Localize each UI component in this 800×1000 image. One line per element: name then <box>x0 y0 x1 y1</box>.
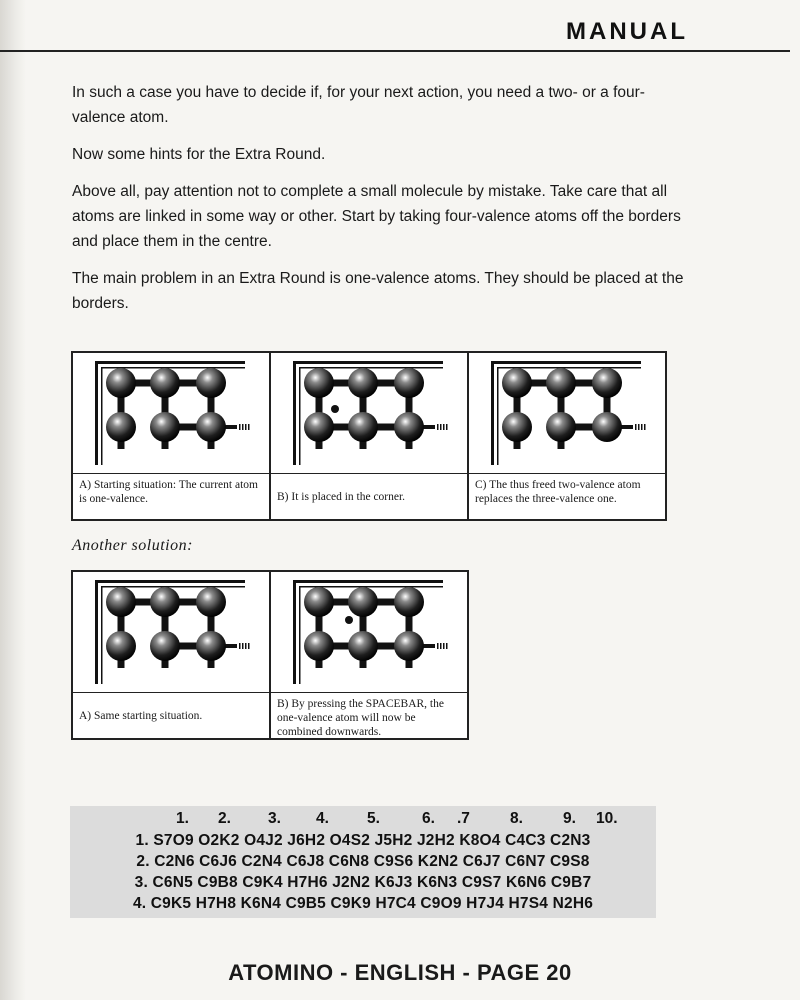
column-number: 8. <box>510 810 523 827</box>
column-number: .7 <box>457 810 470 827</box>
codes-column-numbers <box>70 810 656 830</box>
figure-1 <box>71 351 667 521</box>
page-footer: ATOMINO - ENGLISH - PAGE 20 <box>228 960 572 985</box>
panel-caption: C) The thus freed two-valence atom replaces the three-valence one. <box>475 479 641 505</box>
codes-row: 4. C9K5 H7H8 K6N4 C9B5 C9K9 H7C4 C9O9 H7J4 H7S4 N2H6 <box>132 895 594 912</box>
figure-2 <box>71 570 469 740</box>
figure-2-panel-b <box>271 572 467 738</box>
panel-caption: B) By pressing the SPACEBAR, the one-valence atom will now be combined downwards. <box>277 698 444 738</box>
paragraph-4: The main problem in an Extra Round is one-valence atoms. They should be placed at the borders. <box>72 270 684 312</box>
figure-1-panel-c <box>469 353 665 519</box>
panel-caption: B) It is placed in the corner. <box>277 490 406 503</box>
column-number: 4. <box>316 810 329 827</box>
column-number: 1. <box>176 810 189 827</box>
header-rule <box>0 50 790 52</box>
panel-caption: A) Same starting situation. <box>79 709 203 722</box>
column-number: 5. <box>367 810 380 827</box>
body-text <box>72 80 692 328</box>
codes-row: 3. C6N5 C9B8 C9K4 H7H6 J2N2 K6J3 K6N3 C9S7 K6N6 C9B7 <box>134 874 592 891</box>
header-title: MANUAL <box>566 18 688 45</box>
molecule-diagram <box>469 353 665 474</box>
column-number: 2. <box>218 810 231 827</box>
figure-1-panel-a <box>73 353 271 519</box>
column-number: 10. <box>596 810 618 827</box>
column-number: 3. <box>268 810 281 827</box>
figure-1-panel-b <box>271 353 469 519</box>
another-solution-heading: Another solution: <box>72 537 193 554</box>
molecule-diagram <box>271 572 467 693</box>
level-codes-box <box>70 806 656 918</box>
panel-caption: A) Starting situation: The current atom is one-valence. <box>79 479 258 505</box>
column-number: 9. <box>563 810 576 827</box>
molecule-diagram <box>73 572 269 693</box>
codes-row: 2. C2N6 C6J6 C2N4 C6J8 C6N8 C9S6 K2N2 C6J7 C6N7 C9S8 <box>136 853 590 870</box>
codes-row: 1. S7O9 O2K2 O4J2 J6H2 O4S2 J5H2 J2H2 K8O4 C4C3 C2N3 <box>135 832 591 849</box>
paragraph-3: Above all, pay attention not to complete a small molecule by mistake. Take care that all atoms are linked in some way or other. Start by taking four-valence atoms off the borders and place them in the centre. <box>72 183 681 250</box>
paragraph-1: In such a case you have to decide if, for your next action, you need a two- or a four-valence atom. <box>72 84 645 126</box>
paragraph-2: Now some hints for the Extra Round. <box>72 146 326 163</box>
molecule-diagram <box>271 353 467 474</box>
molecule-diagram <box>73 353 269 474</box>
column-number: 6. <box>422 810 435 827</box>
page-spine-shadow <box>0 0 26 1000</box>
figure-2-panel-a <box>73 572 271 738</box>
